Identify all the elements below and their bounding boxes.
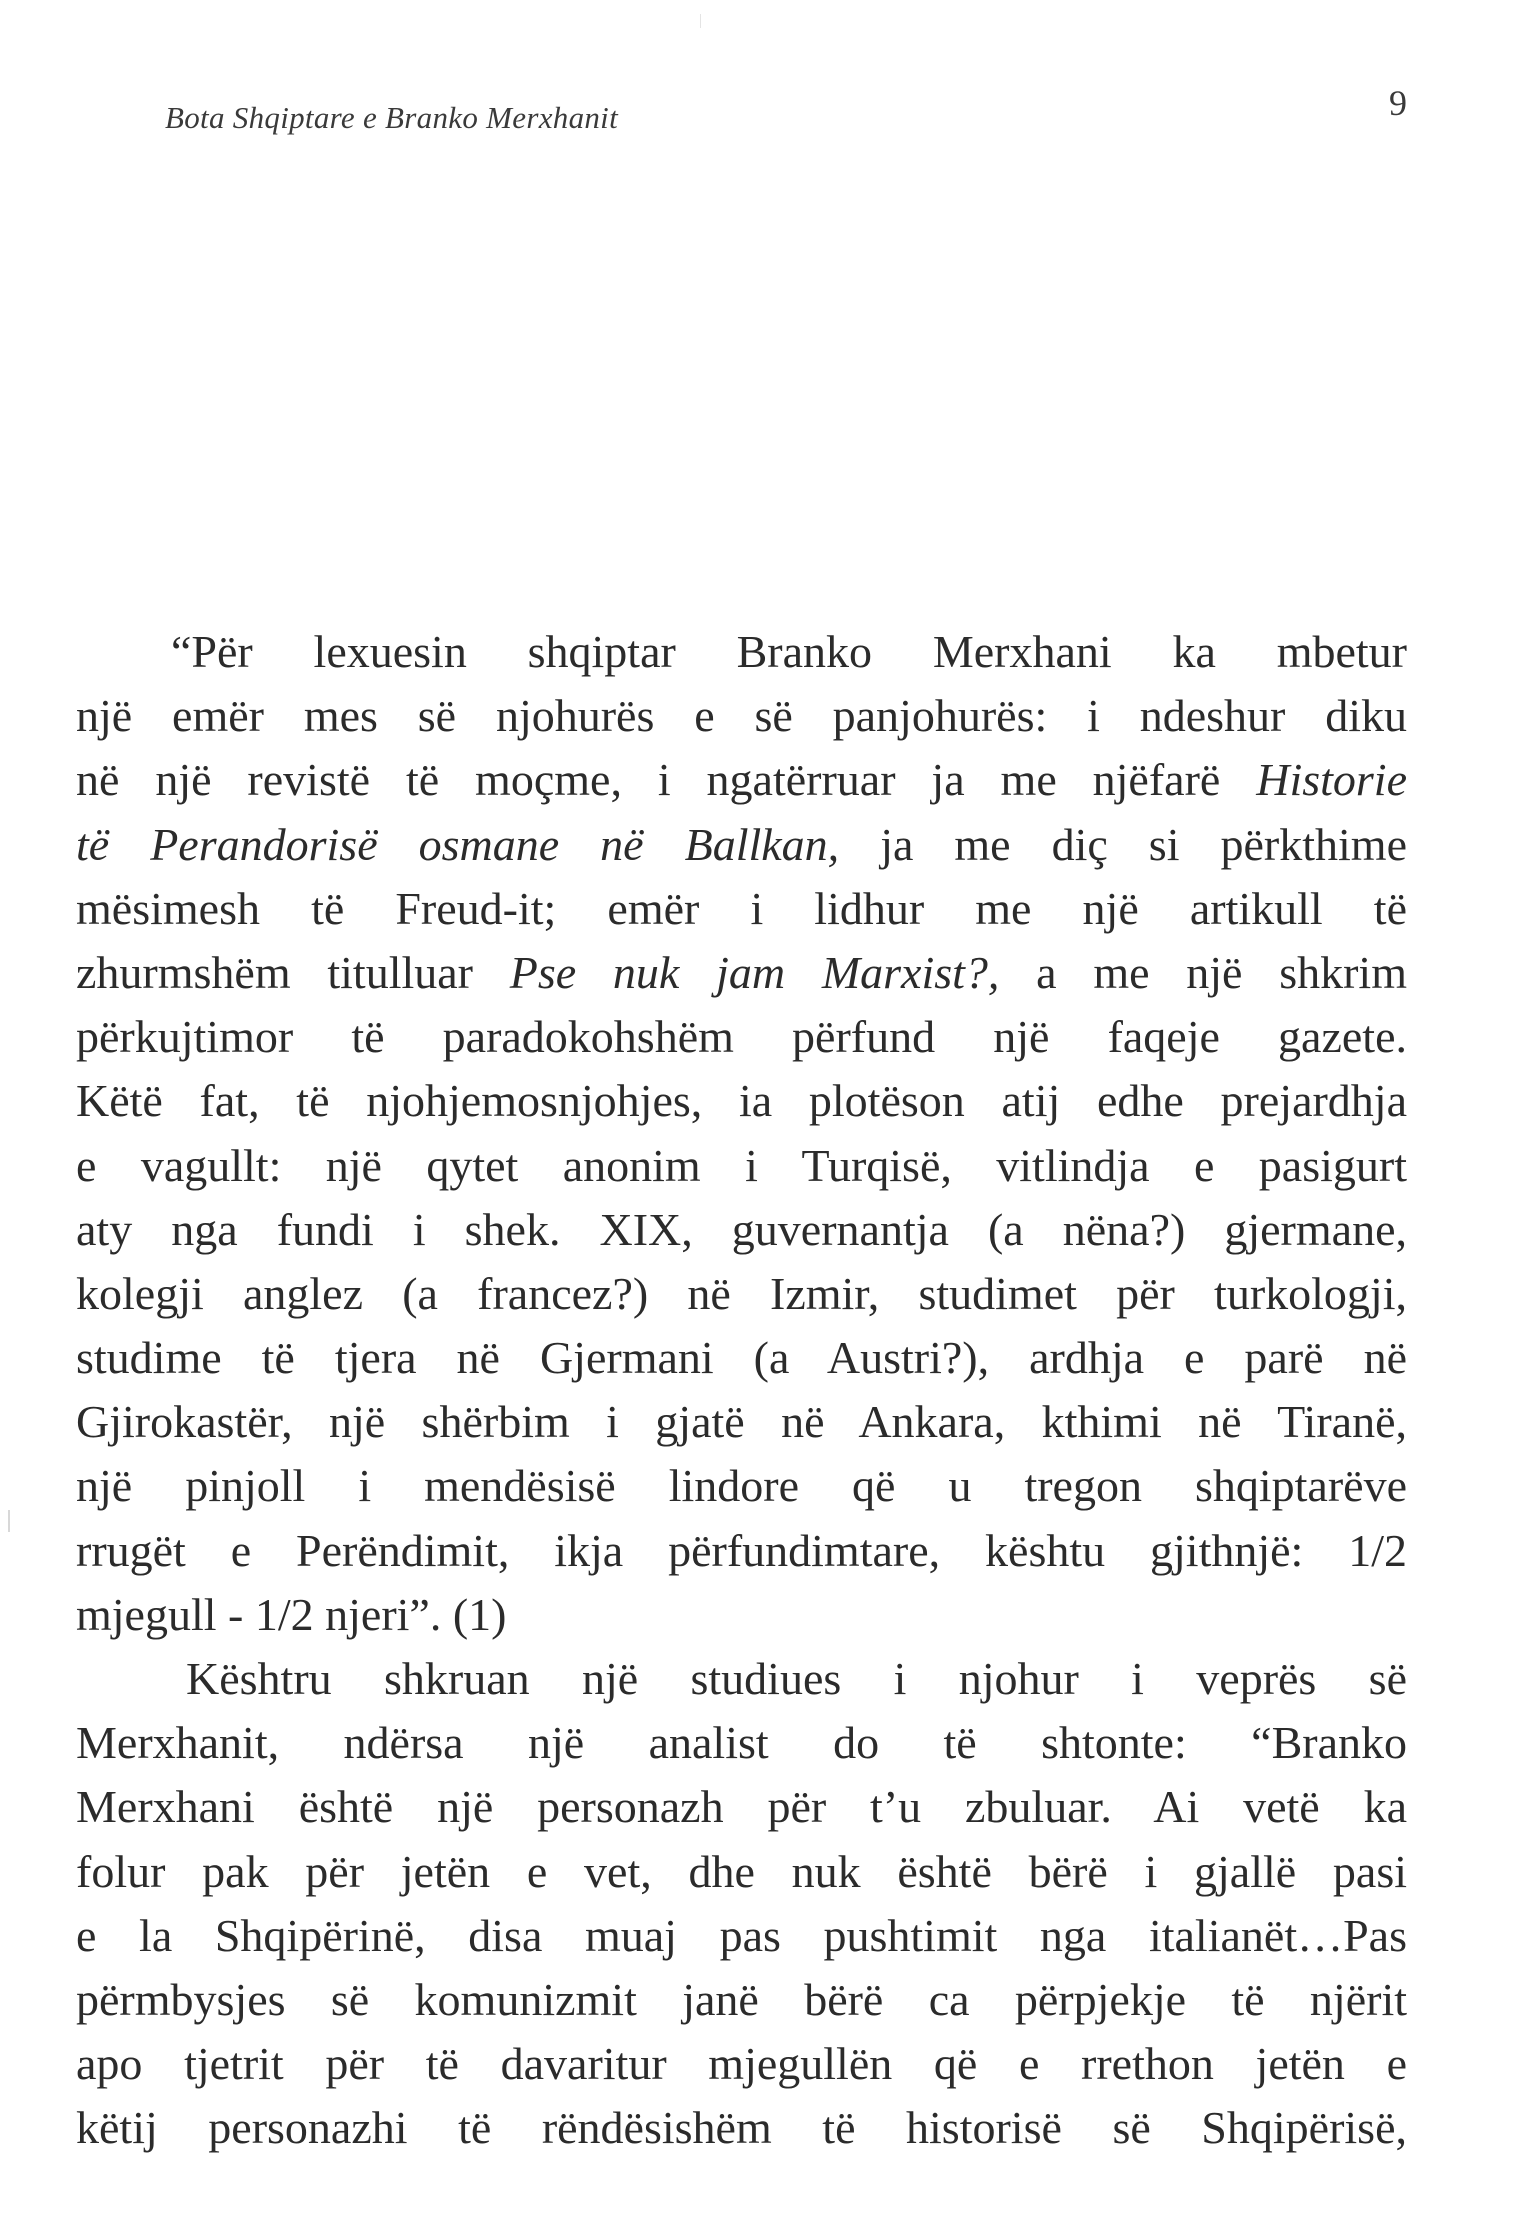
text-line: një pinjoll i mendësisë lindore që u tregon shqiptarëve [76, 1460, 1407, 1512]
text-line: një emër mes së njohurës e së panjohurës: i ndeshur diku [76, 690, 1407, 742]
text-line: në një revistë të moçme, i ngatërruar ja me njëfarë Historie [76, 754, 1407, 806]
text-line: apo tjetrit për të davaritur mjegullën që e rrethon jetën e [76, 2038, 1407, 2090]
text-line: përkujtimor të paradokohshëm përfund një faqeje gazete. [76, 1011, 1407, 1063]
text-line: Këtë fat, të njohjemosnjohjes, ia plotëson atij edhe prejardhja [76, 1075, 1407, 1127]
text-line: Merxhani është një personazh për t’u zbuluar. Ai vetë ka [76, 1781, 1407, 1833]
text-line: studime të tjera në Gjermani (a Austri?), ardhja e parë në [76, 1332, 1407, 1384]
text-line: Kështru shkruan një studiues i njohur i veprës së [186, 1653, 1407, 1704]
italic-book-title: të Perandorisë osmane në Ballkan, [76, 818, 840, 870]
text-line: Merxhanit, ndërsa një analist do të shtonte: “Branko [76, 1717, 1407, 1769]
text-line: e vagullt: një qytet anonim i Turqisë, vitlindja e pasigurt [76, 1139, 1407, 1191]
text-line: aty nga fundi i shek. XIX, guvernantja (a nëna?) gjermane, [76, 1203, 1407, 1255]
text-line: e la Shqipërinë, disa muaj pas pushtimit nga italianët…Pas [76, 1909, 1407, 1961]
text-line: Gjirokastër, një shërbim i gjatë në Ankara, kthimi në Tiranë, [76, 1396, 1407, 1448]
text-line: rrugët e Perëndimit, ikja përfundimtare, kështu gjithnjë: 1/2 [76, 1524, 1407, 1576]
text-line: folur pak për jetën e vet, dhe nuk është bërë i gjallë pasi [76, 1845, 1407, 1897]
text-line: zhurmshëm titulluar Pse nuk jam Marxist?, a me një shkrim [76, 946, 1407, 998]
text-line: kolegji anglez (a francez?) në Izmir, studimet për turkologji, [76, 1267, 1407, 1319]
text-line: mësimesh të Freud-it; emër i lidhur me një artikull të [76, 882, 1407, 934]
text-line: “Për lexuesin shqiptar Branko Merxhani ka mbetur [171, 626, 1407, 677]
scan-artifact-top [700, 14, 701, 28]
italic-article-title: Pse nuk jam Marxist?, [509, 946, 1000, 998]
body-text [76, 620, 1407, 2161]
text-line: të Perandorisë osmane në Ballkan, ja me diç si përkthime [76, 818, 1407, 870]
running-header: Bota Shqiptare e Branko Merxhanit [165, 100, 618, 135]
text-line: këtij personazhi të rëndësishëm të historisë së Shqipërisë, [76, 2102, 1407, 2154]
scan-artifact-left [8, 1510, 10, 1532]
text-line: mjegull - 1/2 njeri”. (1) [76, 1588, 507, 1640]
italic-book-title: Historie [1256, 754, 1407, 806]
text-line: përmbysjes së komunizmit janë bërë ca përpjekje të njërit [76, 1973, 1407, 2025]
page-number: 9 [1389, 83, 1407, 123]
